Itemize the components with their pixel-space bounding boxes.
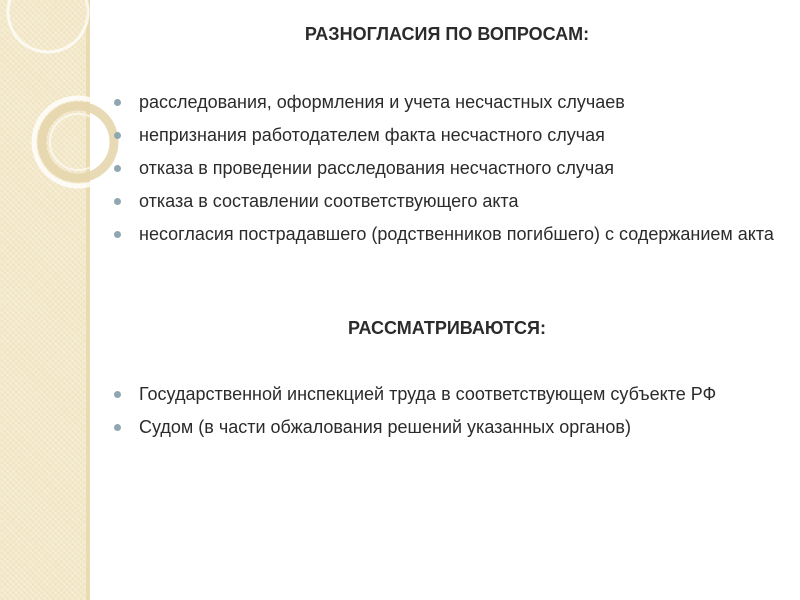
list-item: расследования, оформления и учета несчастных случаев — [112, 90, 782, 114]
considered-by-list — [112, 382, 782, 448]
list-item: несогласия пострадавшего (родственников погибшего) с содержанием акта — [112, 222, 782, 246]
list-item: Государственной инспекцией труда в соответствующем субъекте РФ — [112, 382, 782, 406]
bullet-icon — [114, 424, 121, 431]
bullet-icon — [114, 198, 121, 205]
list-item: непризнания работодателем факта несчастного случая — [112, 123, 782, 147]
heading-disagreements: РАЗНОГЛАСИЯ ПО ВОПРОСАМ: — [304, 24, 590, 44]
bullet-icon — [114, 99, 121, 106]
bullet-icon — [114, 391, 121, 398]
heading-considered-by: РАССМАТРИВАЮТСЯ: — [348, 318, 546, 338]
bullet-icon — [114, 231, 121, 238]
bullet-icon — [114, 132, 121, 139]
decorative-side-band — [0, 0, 86, 600]
bullet-icon — [114, 165, 121, 172]
list-item: отказа в составлении соответствующего акта — [112, 189, 782, 213]
list-item: отказа в проведении расследования несчастного случая — [112, 156, 782, 180]
disagreements-list — [112, 90, 782, 255]
side-band-edge — [86, 0, 90, 600]
list-item: Судом (в части обжалования решений указанных органов) — [112, 415, 782, 439]
